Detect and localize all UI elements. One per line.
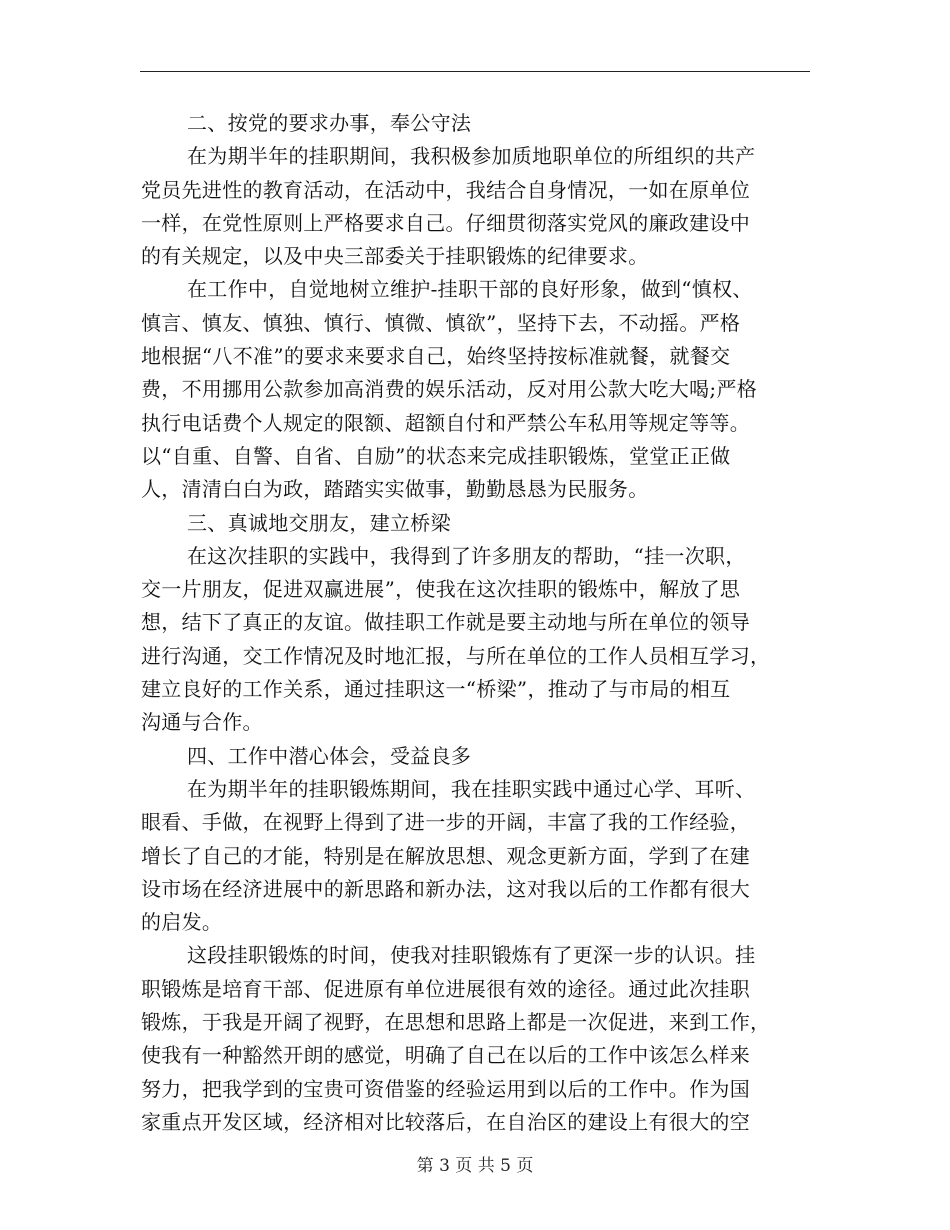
text-line: 眼看、手做，在视野上得到了进一步的开阔，丰富了我的工作经验，: [141, 810, 750, 835]
text-line: 一样，在党性原则上严格要求自己。仔细贯彻落实党风的廉政建设中: [141, 210, 750, 235]
text-line: 在这次挂职的实践中，我得到了许多朋友的帮助，“挂一次职，: [187, 543, 746, 568]
text-line: 地根据“八不准”的要求来要求自己，始终坚持按标准就餐，就餐交: [141, 344, 731, 369]
text-line: 执行电话费个人规定的限额、超额自付和严禁公车私用等规定等等。: [141, 410, 750, 435]
page-footer: 第 3 页 共 5 页: [416, 1156, 534, 1176]
text-line: 职锻炼是培育干部、促进原有单位进展很有效的途径。通过此次挂职: [141, 976, 750, 1001]
text-line: 锻炼，于我是开阔了视野，在思想和思路上都是一次促进，来到工作，: [141, 1010, 771, 1035]
text-line: 进行沟通，交工作情况及时地汇报，与所在单位的工作人员相互学习，: [141, 643, 771, 668]
text-line: 在为期半年的挂职期间，我积极参加质地职单位的所组织的共产: [187, 144, 756, 169]
text-line: 使我有一种豁然开朗的感觉，明确了自己在以后的工作中该怎么样来: [141, 1043, 750, 1068]
text-line: 在工作中，自觉地树立维护-挂职干部的良好形象，做到“慎权、: [187, 277, 753, 302]
text-line: 费，不用挪用公款参加高消费的娱乐活动，反对用公款大吃大喝;严格: [141, 377, 758, 402]
text-line: 以“自重、自警、自省、自励”的状态来完成挂职锻炼，堂堂正正做: [141, 443, 731, 468]
text-line: 建立良好的工作关系，通过挂职这一“桥梁”，推动了与市局的相互: [141, 677, 731, 702]
text-line: 慎言、慎友、慎独、慎行、慎微、慎欲”，坚持下去，不动摇。严格: [141, 310, 741, 335]
text-line: 想，结下了真正的友谊。做挂职工作就是要主动地与所在单位的领导: [141, 610, 750, 635]
text-line: 的有关规定，以及中央三部委关于挂职锻炼的纪律要求。: [141, 244, 649, 269]
text-line: 努力，把我学到的宝贵可资借鉴的经验运用到以后的工作中。作为国: [141, 1076, 750, 1101]
text-line: 三、真诚地交朋友，建立桥梁: [187, 510, 451, 535]
text-line: 二、按党的要求办事，奉公守法: [187, 111, 472, 135]
text-line: 党员先进性的教育活动，在活动中，我结合自身情况，一如在原单位: [141, 177, 750, 202]
text-line: 增长了自己的才能，特别是在解放思想、观念更新方面，学到了在建: [141, 843, 750, 868]
text-line: 沟通与合作。: [141, 710, 263, 735]
text-line: 的启发。: [141, 910, 223, 935]
header-rule: [140, 71, 810, 72]
document-body: [141, 107, 811, 1139]
text-line: 这段挂职锻炼的时间，使我对挂职锻炼有了更深一步的认识。挂: [187, 943, 756, 968]
text-line: 在为期半年的挂职锻炼期间，我在挂职实践中通过心学、耳听、: [187, 776, 756, 801]
text-line: 家重点开发区域，经济相对比较落后，在自治区的建设上有很大的空: [141, 1109, 750, 1134]
text-line: 交一片朋友，促进双赢进展”，使我在这次挂职的锻炼中，解放了思: [141, 577, 741, 602]
text-line: 人，清清白白为政，踏踏实实做事，勤勤恳恳为民服务。: [141, 477, 649, 502]
text-line: 设市场在经济进展中的新思路和新办法，这对我以后的工作都有很大: [141, 876, 750, 901]
text-line: 四、工作中潜心体会，受益良多: [187, 743, 472, 768]
